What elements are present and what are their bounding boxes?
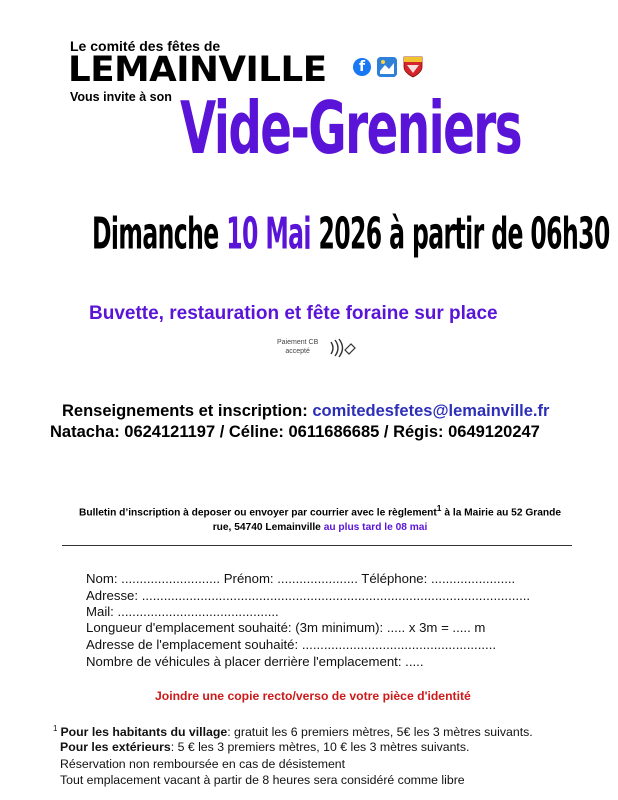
bulletin-text-2: à la Mairie au 52 Grande rue, 54740 Lemainville [212,507,562,534]
form-address-line: Adresse: .......................................................................................................... [86,588,531,603]
pricing-outsiders [60,740,469,754]
form-location-line: Adresse de l'emplacement souhaité: ..................................................... [86,637,497,652]
refund-note: Réservation non remboursée en cas de désistement [60,757,346,771]
pricing-residents-text: : gratuit les 6 premiers mètres, 5€ les 3 mètres suivants. [227,725,533,739]
divider [62,545,572,546]
invite-line: Vous invite à son [70,90,172,104]
event-date-highlight: 10 Mai [226,208,311,259]
bulletin-text-1: Bulletin d’inscription à deposer ou envoyer par courrier avec le règlement [78,507,437,519]
facebook-icon[interactable]: f [353,58,371,76]
id-copy-note: Joindre une copie recto/verso de votre pièce d'identité [155,689,471,703]
pricing-outsiders-text: : 5 € les 3 premiers mètres, 10 € les 3 mètres suivants. [170,740,470,754]
vacancy-note: Tout emplacement vacant à partir de 8 heures sera considéré comme libre [60,773,465,787]
services-line: Buvette, restauration et fête foraine sur place [89,303,498,324]
form-mail-line: Mail: ............................................ [86,604,279,619]
bulletin-footnote-ref: 1 [436,503,442,513]
footnote-marker: 1 [53,724,58,733]
contact-phones: Natacha: 0624121197 / Céline: 0611686685 / Régis: 0649120247 [50,423,540,441]
contact-email[interactable]: comitedesfetes@lemainville.fr [312,402,550,420]
contactless-icon [327,338,359,358]
bulletin-deadline: au plus tard le 08 mai [323,522,428,534]
app-icon[interactable] [377,57,397,77]
town-name: LEMAINVILLE [68,50,327,90]
pricing-residents [53,724,533,739]
form-name-line: Nom: ........................... Prénom: ...................... Téléphone: ....................... [86,571,516,586]
event-day: Dimanche [92,208,219,259]
event-title: Vide-Greniers [180,87,522,171]
event-date [92,208,610,259]
event-time: 2026 à partir de 06h30 [318,208,610,259]
pricing-residents-label: Pour les habitants du village [60,725,228,739]
organizer-line: Le comité des fêtes de [70,38,221,54]
card-payment-note [277,338,318,356]
info-label: Renseignements et inscription: [62,402,308,420]
form-vehicles-line: Nombre de véhicules à placer derrière l'emplacement: ..... [86,654,424,669]
card-payment-line2: accepté [285,348,310,355]
coat-of-arms-icon [403,56,423,78]
info-line [62,402,549,421]
card-payment-line1: Paiement CB [277,339,319,346]
social-icons [353,56,423,78]
bulletin-instructions [75,501,565,535]
form-length-line: Longueur d'emplacement souhaité: (3m minimum): ..... x 3m = ..... m [86,620,486,635]
pricing-outsiders-label: Pour les extérieurs [60,740,171,754]
